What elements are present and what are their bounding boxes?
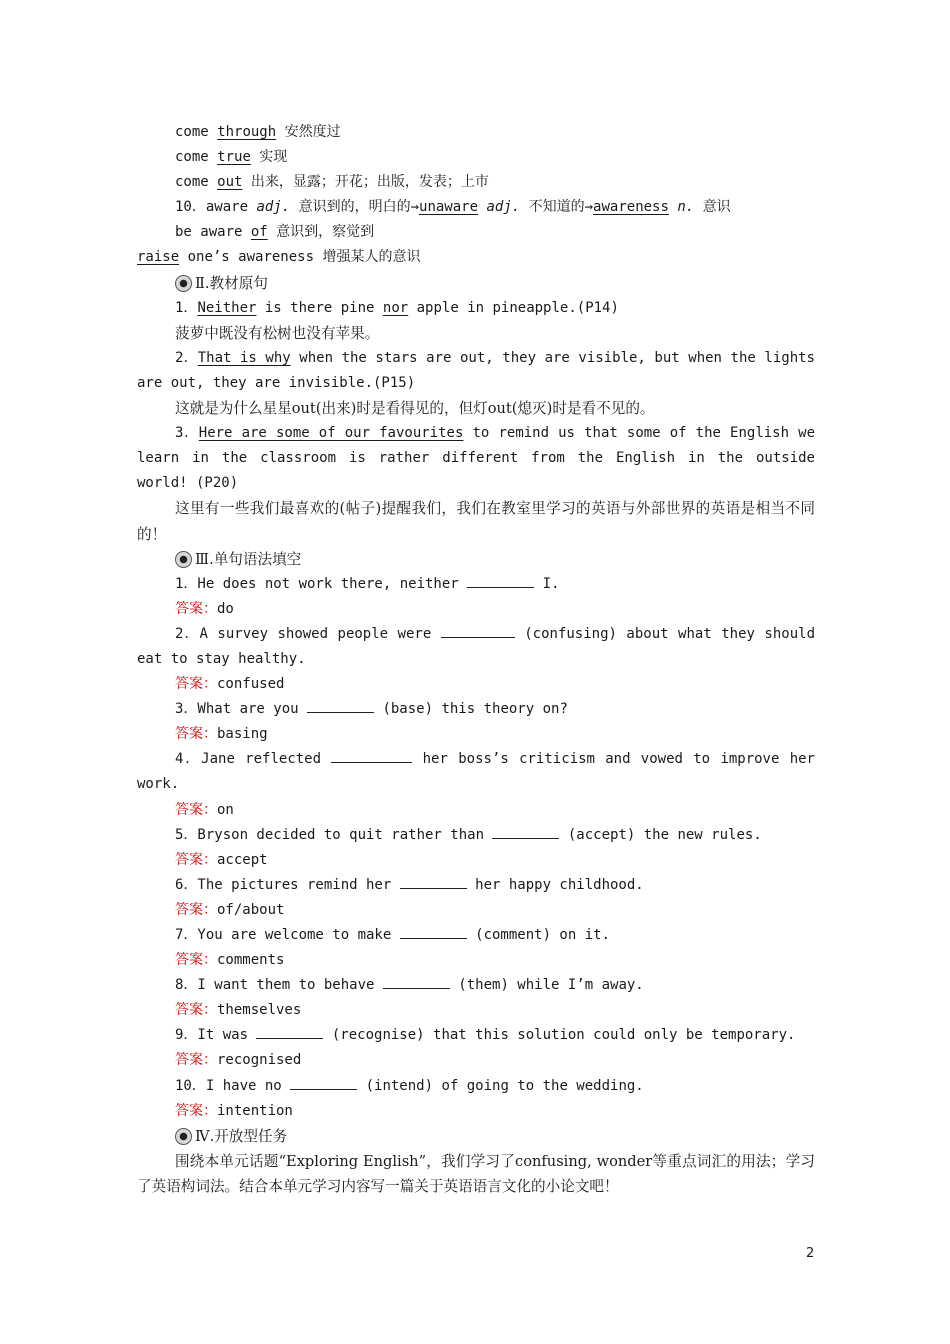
answer-blank[interactable] [492, 824, 559, 839]
page-number: 2 [806, 1246, 815, 1261]
answer-line: 答案：basing [175, 726, 268, 743]
answer-blank[interactable] [400, 874, 467, 889]
underlined-word: through [217, 124, 277, 140]
bullet-icon [175, 275, 192, 292]
exercise-item: 5．Bryson decided to quit rather than (accept) the new rules. 答案：accept [137, 823, 815, 873]
answer-blank[interactable] [331, 748, 412, 763]
answer-line: 答案：on [175, 801, 234, 818]
section-heading-2: Ⅱ.教材原句 [137, 271, 815, 296]
answer-line: 答案：do [175, 600, 234, 617]
exercise-list [137, 572, 815, 1124]
answer-line: 答案：accept [175, 851, 268, 868]
exercise-item: 2．A survey showed people were (confusing) about what they should eat to stay healthy. 答案：confused [137, 622, 815, 697]
bullet-icon [175, 551, 192, 568]
underlined-word: raise [137, 249, 180, 266]
answer-line: 答案：recognised [175, 1052, 302, 1069]
exercise-item: 7．You are welcome to make (comment) on it. 答案：comments [137, 923, 815, 973]
underlined-word: awareness [593, 199, 669, 216]
answer-line: 答案：confused [175, 676, 285, 693]
underlined-word: of [250, 224, 268, 241]
sentence-2-translation: 这就是为什么星星out(出来)时是看得见的，但灯out(熄灭)时是看不见的。 [175, 400, 655, 418]
answer-blank[interactable] [383, 974, 450, 989]
sentence-3-translation: 这里有一些我们最喜欢的(帖子)提醒我们，我们在教室里学习的英语与外部世界的英语是相当不同的！ [137, 500, 815, 543]
document-page [137, 120, 815, 1199]
answer-blank[interactable] [256, 1024, 323, 1039]
bullet-icon [175, 1128, 192, 1145]
answer-blank[interactable] [467, 573, 534, 588]
exercise-item: 4．Jane reflected her boss’s criticism and vowed to improve her work. 答案：on [137, 747, 815, 822]
exercise-item: 3．What are you (base) this theory on? 答案：basing [137, 697, 815, 747]
exercise-item: 6．The pictures remind her her happy childhood. 答案：of/about [137, 873, 815, 923]
vocab-line-be-aware-of: be aware of 意识到，察觉到 [175, 224, 375, 241]
answer-blank[interactable] [290, 1075, 357, 1090]
vocab-line-come-through: come through 安然度过 [175, 124, 341, 140]
answer-line: 答案：intention [175, 1102, 293, 1119]
section-heading-3: Ⅲ.单句语法填空 [137, 547, 815, 572]
answer-blank[interactable] [400, 924, 467, 939]
section-heading-4: Ⅳ.开放型任务 [137, 1124, 815, 1149]
sentence-2: 2．That is why when the stars are out, they are visible, but when the lights are out, they are invisible.(P15) [137, 349, 815, 391]
answer-line: 答案：of/about [175, 901, 285, 918]
sentence-1-translation: 菠萝中既没有松树也没有苹果。 [175, 324, 380, 342]
answer-line: 答案：themselves [175, 1002, 302, 1019]
answer-blank[interactable] [307, 698, 374, 713]
exercise-item: 8．I want them to behave (them) while I’m away. 答案：themselves [137, 973, 815, 1023]
underlined-word: unaware [419, 199, 479, 216]
exercise-item: 10．I have no (intend) of going to the wedding. 答案：intention [137, 1074, 815, 1124]
answer-blank[interactable] [441, 623, 515, 638]
open-task-text: 围绕本单元话题“Exploring English”，我们学习了confusing, wonder等重点词汇的用法；学习了英语构词法。结合本单元学习内容写一篇关于英语语言文化的小论文吧！ [137, 1152, 815, 1195]
vocab-line-aware: 10．aware adj. 意识到的，明白的→unaware adj. 不知道的→awareness n. 意识 [175, 199, 731, 216]
vocab-line-come-out: come out 出来，显露；开花；出版，发表；上市 [175, 174, 489, 191]
underlined-word: true [217, 149, 251, 166]
underlined-word: out [217, 174, 243, 191]
vocab-line-come-true: come true 实现 [175, 149, 288, 166]
exercise-item: 1．He does not work there, neither I. 答案：do [137, 572, 815, 622]
exercise-item: 9．It was (recognise) that this solution could only be temporary. 答案：recognised [137, 1023, 815, 1073]
vocab-line-raise-awareness: raise one’s awareness 增强某人的意识 [137, 249, 421, 266]
sentence-1: 1．Neither is there pine nor apple in pineapple.(P14) [175, 299, 619, 316]
sentence-3: 3．Here are some of our favourites to remind us that some of the English we learn in the classroom is rather different from the English in the outside world! (P20) [137, 425, 815, 492]
answer-line: 答案：comments [175, 952, 285, 969]
